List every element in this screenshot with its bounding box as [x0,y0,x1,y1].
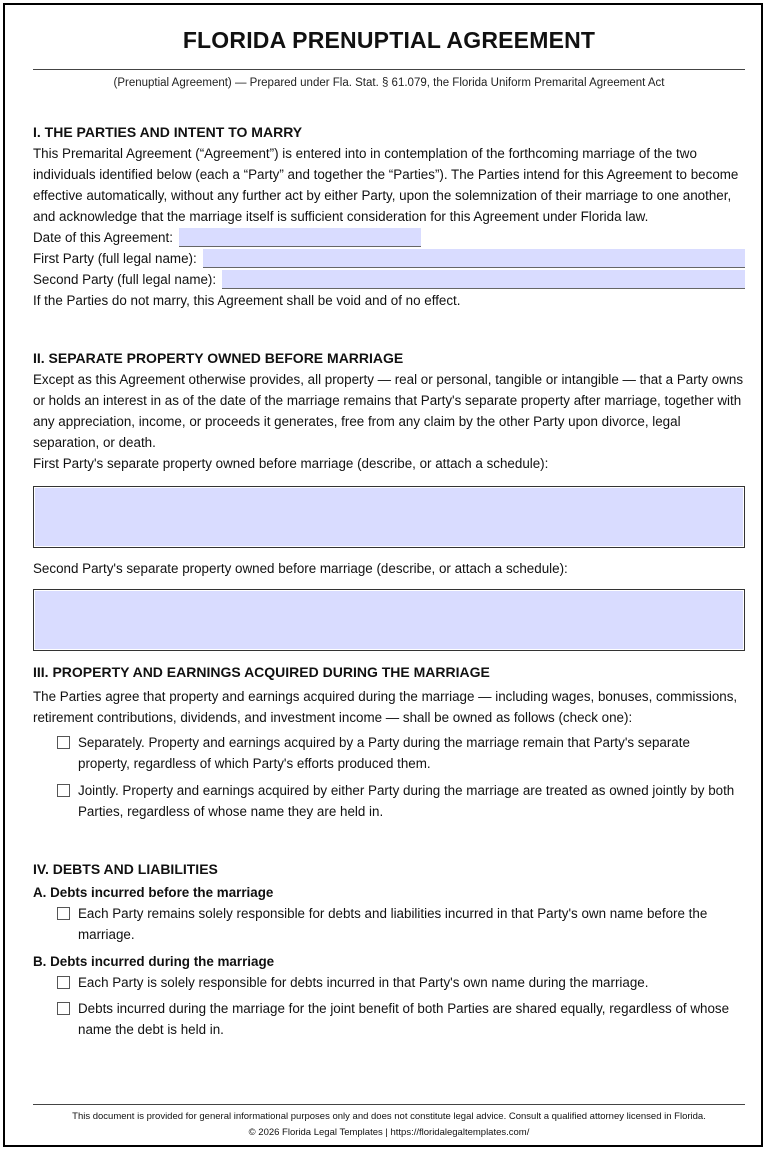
first-party-label: First Party (full legal name): [33,251,197,266]
debts-shared-text: Debts incurred during the marriage for the joint benefit of both Parties are shared equally, regardless of whose name the debt is held in. [78,1001,730,1037]
first-party-field[interactable] [203,249,745,268]
separately-checkbox[interactable] [57,736,70,749]
void-note: If the Parties do not marry, this Agreement shall be void and of no effect. [33,293,461,308]
footer [33,1109,745,1141]
section-debts [33,858,745,1040]
date-field[interactable] [179,228,421,247]
separately-text: Separately. Property and earnings acquired by a Party during the marriage remain that Party's separate property, regardless of which Party's efforts produced them. [78,735,690,771]
section-parties [33,121,745,311]
option-jointly [57,780,745,822]
section-body: This Premarital Agreement (“Agreement”) is entered into in contemplation of the forthcoming marriage of the two individuals identified below (each a “Party” and together the “Parties”). The Parties intend for this Agreement to become effective automatically, without any further act by either Party, upon the solemnization of their marriage to one another, and acknowledge that the marriage itself is sufficient consideration for this Agreement under Florida law. [33,146,739,224]
subheading-before-marriage: A. Debts incurred before the marriage [33,885,274,900]
second-property-prompt: Second Party's separate property owned before marriage (describe, or attach a schedule): [33,561,568,576]
option-debts-individual [57,972,745,993]
section-marital-property [33,661,745,822]
section-heading: II. SEPARATE PROPERTY OWNED BEFORE MARRIAGE [33,350,404,366]
debts-before-checkbox[interactable] [57,907,70,920]
second-party-label: Second Party (full legal name): [33,272,217,287]
section-separate-property [33,347,745,651]
second-party-field[interactable] [222,270,745,289]
option-separately [57,732,745,774]
document-title: FLORIDA PRENUPTIAL AGREEMENT [182,27,596,53]
second-property-field[interactable] [33,589,745,651]
option-debts-before [57,903,745,945]
second-party-row [33,269,745,290]
footer-disclaimer: This document is provided for general informational purposes only and does not constitute legal advice. Consult a qualified attorney licensed in Florida. [72,1111,706,1122]
subheading-during-marriage: B. Debts incurred during the marriage [33,954,275,969]
first-property-field[interactable] [33,486,745,548]
debts-individual-checkbox[interactable] [57,976,70,989]
debts-shared-checkbox[interactable] [57,1002,70,1015]
document-page [3,3,763,1147]
footer-copyright: © 2026 Florida Legal Templates | https://floridalegaltemplates.com/ [248,1127,530,1138]
section-heading: IV. DEBTS AND LIABILITIES [33,861,218,877]
document-subtitle: (Prenuptial Agreement) — Prepared under Fla. Stat. § 61.079, the Florida Uniform Premarital Agreement Act [113,77,665,89]
debts-individual-text: Each Party is solely responsible for debts incurred in that Party's own name during the marriage. [78,975,649,990]
section-body: Except as this Agreement otherwise provides, all property — real or personal, tangible or intangible — that a Party owns or holds an interest in as of the date of the marriage remains that Party's separate property after marriage, together with any appreciation, income, or proceeds it generates, free from any claim by the other Party upon divorce, legal separation, or death. [33,372,744,450]
first-property-prompt: First Party's separate property owned before marriage (describe, or attach a schedule): [33,456,549,471]
jointly-checkbox[interactable] [57,784,70,797]
footer-divider [33,1104,745,1105]
date-label: Date of this Agreement: [33,230,173,245]
first-party-row [33,248,745,269]
date-row [33,227,745,248]
section-heading: III. PROPERTY AND EARNINGS ACQUIRED DURING THE MARRIAGE [33,664,490,680]
jointly-text: Jointly. Property and earnings acquired by either Party during the marriage are treated as owned jointly by both Parties, regardless of whose name they are held in. [78,783,735,819]
option-debts-shared [57,998,745,1040]
title-divider [33,69,745,70]
section-heading: I. THE PARTIES AND INTENT TO MARRY [33,124,303,140]
section-body: The Parties agree that property and earnings acquired during the marriage — including wages, bonuses, commissions, retirement contributions, dividends, and investment income — shall be owned as follows (check one): [33,689,738,725]
debts-before-text: Each Party remains solely responsible for debts and liabilities incurred in that Party's own name before the marriage. [78,906,708,942]
